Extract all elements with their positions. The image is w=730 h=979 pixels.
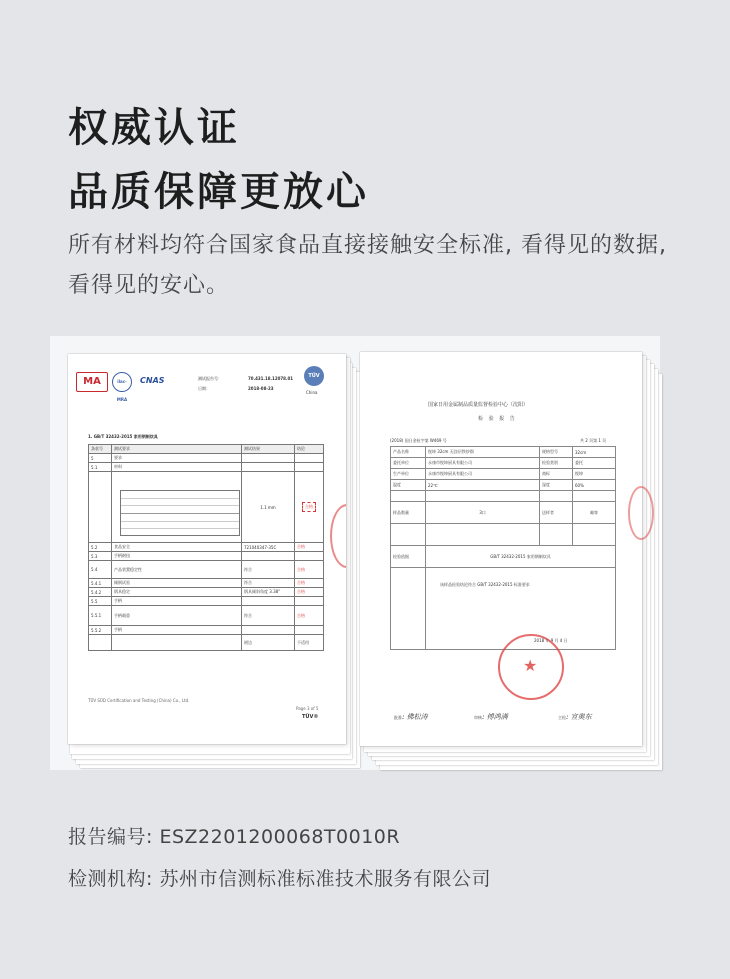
tuv-footer-logo: TÜV® xyxy=(302,714,319,720)
inspection-org: 国家日用金属制品质量监督检验中心（沈阳） xyxy=(428,402,529,408)
table-header: 测试要求 xyxy=(112,445,242,454)
table-row: 检验依据 GB/T 32432-2015 家用钢制炊具 xyxy=(391,546,616,568)
table-header: 结论 xyxy=(295,445,324,454)
ma-logo: MA xyxy=(76,372,108,392)
inspection-report xyxy=(360,352,642,746)
table-row: 5.4 产品装置稳定性 符合 合格 xyxy=(89,561,324,579)
table-row: 样品数量 3口 送样者 邮寄 xyxy=(391,502,616,524)
pass-stamp: 合格 xyxy=(302,502,316,512)
official-seal: ★ xyxy=(498,634,564,700)
country: China xyxy=(306,390,318,395)
table-row: 委托单位 永康市悦坤厨具有限公司 检验类别 委托 xyxy=(391,458,616,469)
section-title: 1. GB/T 32432-2015 家用钢制炊具 xyxy=(88,434,158,439)
table-header: 测试结果 xyxy=(242,445,295,454)
ilac-logo: ilac-MRA xyxy=(112,372,132,392)
table-row: 5.2 食品安全 721040347-35C 合格 xyxy=(89,543,324,552)
report-number-label: 报告编号: xyxy=(68,826,160,848)
report-number-line xyxy=(68,822,400,849)
table-row: 5.5.2 手柄 xyxy=(89,626,324,635)
table-row xyxy=(391,491,616,502)
agency-line xyxy=(68,864,491,891)
table-row xyxy=(391,524,616,546)
table-row: 5.3 手柄耐扭 xyxy=(89,552,324,561)
cnas-logo: CNAS xyxy=(140,376,165,385)
tuv-test-report xyxy=(68,354,346,744)
table-row: 5 要求 xyxy=(89,454,324,463)
report-no-label: 测试报告号： xyxy=(198,376,222,381)
table-row: 生产单位 永康市悦坤厨具有限公司 商标 悦坤 xyxy=(391,469,616,480)
intro-text: 所有材料均符合国家食品直接接触安全标准, 看得见的数据, 看得见的安心。 xyxy=(68,233,667,298)
signature-inspect: 主检: 宣奥东 xyxy=(558,713,592,721)
page-title-line1: 权威认证 xyxy=(68,105,240,151)
report-date: 2018-08-23 xyxy=(248,386,274,391)
page-number: Page 3 of 5 xyxy=(296,706,319,711)
inspection-sign-date: 2018 年 9 月 4 日 xyxy=(534,638,568,643)
table-head-row xyxy=(89,445,324,454)
table-row xyxy=(391,568,616,650)
red-seal-edge-left xyxy=(330,504,346,568)
inspection-title: 检 验 报 告 xyxy=(478,416,517,422)
signature-review: 审核: 傅鸿满 xyxy=(474,713,508,721)
table-row: 产品名称 悦坤 32cm 无涂层铁炒锅 规格型号 32cm xyxy=(391,447,616,458)
certificate-panel xyxy=(50,336,660,770)
table-row: 1.1 mm 合格 xyxy=(89,472,324,543)
inspection-table xyxy=(390,446,616,650)
inspection-ref: (2018) 国日金检字第 W469 号 xyxy=(390,438,447,443)
inspection-page: 共 2 页第 1 页 xyxy=(580,438,607,443)
agency-name: 苏州市信测标准标准技术服务有限公司 xyxy=(159,868,491,890)
report-no: 70.431.18.12078.01 xyxy=(248,376,294,381)
table-row: 温度 22℃ 湿度 60% xyxy=(391,480,616,491)
signature-approve: 批准: 佛松涛 xyxy=(394,713,428,721)
red-seal-edge-right xyxy=(628,486,654,540)
page-title-line2: 品质保障更放心 xyxy=(68,169,369,215)
table-row: 5.5.1 手柄载重 符合 合格 xyxy=(89,606,324,626)
table-row: 5.4.1 倾倒试验 符合 合格 xyxy=(89,579,324,588)
table-row: 5.5 手柄 xyxy=(89,597,324,606)
test-results-table xyxy=(88,444,324,651)
table-row: 褶边 不适用 xyxy=(89,635,324,651)
table-row: 5.1 材料 xyxy=(89,463,324,472)
date-label: 日期： xyxy=(198,386,210,391)
agency-label: 检测机构: xyxy=(68,868,160,890)
table-row: 5.4.2 锅具稳定 锅具倾斜角度 3.38° 合格 xyxy=(89,588,324,597)
table-header: 条款号 xyxy=(89,445,112,454)
inspection-conclusion: 该样品检验结论符合 GB/T 32432-2015 标准要求 xyxy=(440,582,530,587)
lab-footer: TÜV SÜD Certification and Testing (China) Co., Ltd. xyxy=(88,698,190,703)
tuv-logo: TÜV xyxy=(304,366,324,386)
report-number: ESZ2201200068T0010R xyxy=(159,826,401,848)
